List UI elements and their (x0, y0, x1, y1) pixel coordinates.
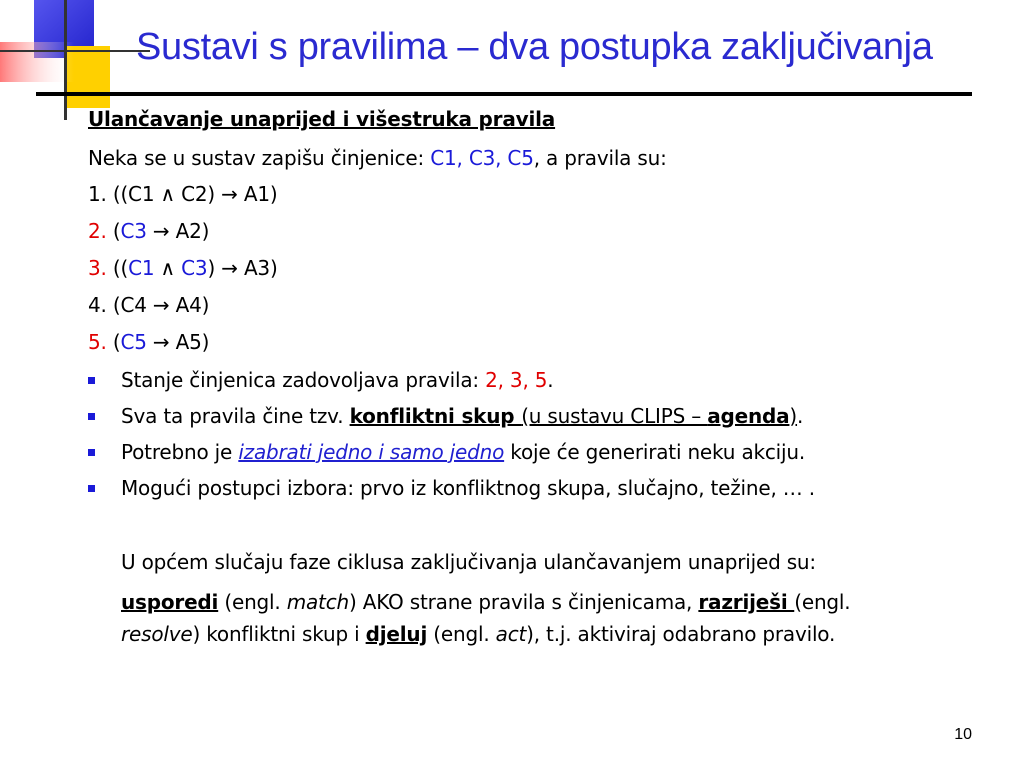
slide-title: Sustavi s pravilima – dva postupka zaključivanja (136, 26, 933, 68)
bullet-icon (88, 413, 95, 420)
bullet-item-1: Stanje činjenica zadovoljava pravila: 2, 3, 5. (121, 368, 554, 392)
paragraph-intro: U općem slučaju faze ciklusa zaključivanja ulančavanjem unaprijed su: (121, 550, 816, 574)
bullet-item-4: Mogući postupci izbora: prvo iz konfliktnog skupa, slučajno, težine, … . (121, 476, 815, 500)
rule-4: 4. (C4 → A4) (88, 293, 210, 317)
title-underline (36, 92, 972, 96)
rule-2: 2. (C3 → A2) (88, 219, 210, 243)
bullet-icon (88, 377, 95, 384)
intro-line: Neka se u sustav zapišu činjenice: C1, C3, C5, a pravila su: (88, 146, 667, 170)
rule-5: 5. (C5 → A5) (88, 330, 210, 354)
corner-decoration (0, 0, 150, 120)
rule-3: 3. ((C1 ∧ C3) → A3) (88, 256, 278, 280)
rule-1: 1. ((C1 ∧ C2) → A1) (88, 182, 278, 206)
bullet-icon (88, 485, 95, 492)
section-heading: Ulančavanje unaprijed i višestruka pravila (88, 107, 556, 131)
bullet-icon (88, 449, 95, 456)
bullet-item-3: Potrebno je izabrati jedno i samo jedno koje će generirati neku akciju. (121, 440, 806, 464)
emphasis-link: izabrati jedno i samo jedno (238, 440, 505, 464)
page-number: 10 (954, 726, 972, 743)
bullet-item-2: Sva ta pravila čine tzv. konfliktni skup (u sustavu CLIPS – agenda). (121, 404, 804, 428)
paragraph-phases: usporedi (engl. match) AKO strane pravila s činjenicama, razriješi (engl. resolve) konfliktni skup i djeluj (engl. act), t.j. aktiviraj odabrano pravilo. (121, 590, 851, 646)
